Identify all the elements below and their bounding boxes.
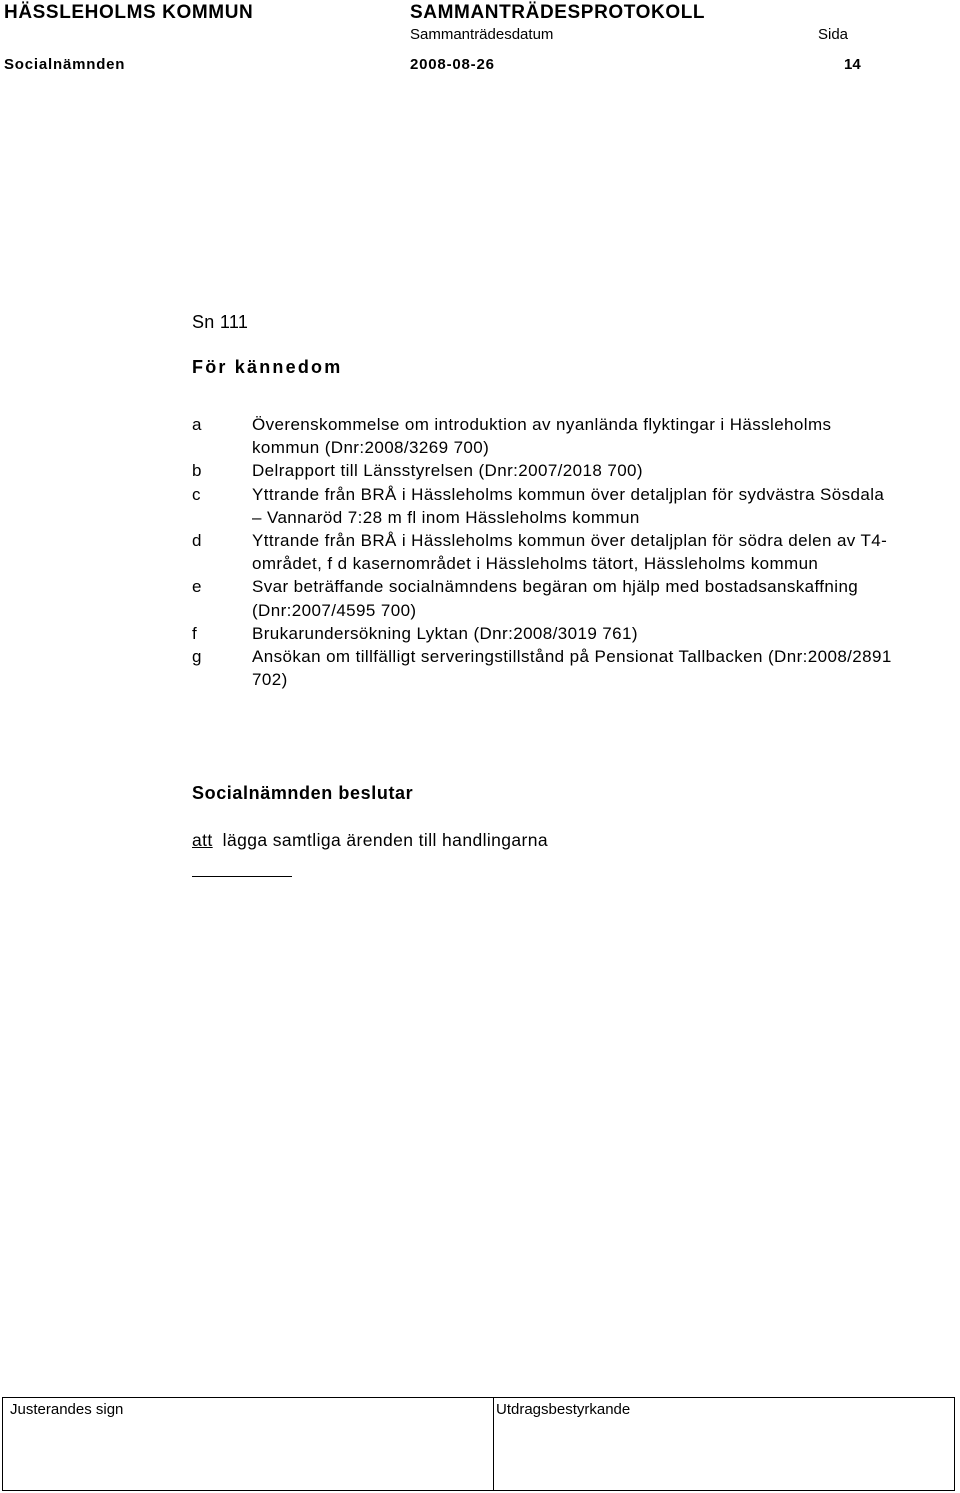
item-letter: c: [192, 484, 201, 504]
item-text: Överenskommelse om introduktion av nyanlända flyktingar i Hässleholms kommun (Dnr:2008/3269 700): [252, 415, 832, 458]
item-text: Yttrande från BRÅ i Hässleholms kommun över detaljplan för sydvästra Sösdala – Vannaröd 7:28 m fl inom Hässleholms kommun: [252, 484, 885, 527]
meeting-date-label: Sammanträdesdatum: [410, 26, 554, 43]
list-item: [192, 622, 892, 645]
list-item: [192, 529, 892, 575]
list-item: [192, 483, 892, 529]
decision-text: lägga samtliga ärenden till handlingarna: [222, 830, 549, 850]
item-letter: g: [192, 647, 202, 667]
list-item: [192, 575, 892, 621]
footer-divider: [493, 1398, 494, 1490]
item-letter: f: [192, 623, 198, 643]
list-item: [192, 645, 892, 691]
utdragsbestyrkande-label: Utdragsbestyrkande: [496, 1401, 631, 1418]
item-text: Svar beträffande socialnämndens begäran om hjälp med bostadsanskaffning (Dnr:2007/4595 700): [252, 577, 859, 620]
item-list: [192, 413, 892, 691]
organization-name: HÄSSLEHOLMS KOMMUN: [4, 2, 254, 23]
list-item: [192, 413, 892, 459]
item-letter: d: [192, 531, 202, 551]
footer-signature-box: [2, 1397, 955, 1491]
item-letter: a: [192, 415, 202, 434]
decision-att: att: [192, 830, 213, 850]
item-text: Delrapport till Länsstyrelsen (Dnr:2007/2018 700): [252, 461, 643, 481]
decision-line: [192, 830, 548, 851]
page-label: Sida: [818, 26, 849, 43]
page-number: 14: [844, 56, 861, 73]
item-letter: b: [192, 461, 202, 481]
committee-name: Socialnämnden: [4, 56, 126, 73]
item-text: Brukarundersökning Lyktan (Dnr:2008/3019 761): [252, 623, 638, 643]
item-text: Ansökan om tillfälligt serveringstillstånd på Pensionat Tallbacken (Dnr:2008/2891 702): [252, 647, 892, 690]
item-text: Yttrande från BRÅ i Hässleholms kommun över detaljplan för södra delen av T4-området, f d kasernområdet i Hässleholms tätort, Hässleholms kommun: [252, 531, 888, 574]
document-type: SAMMANTRÄDESPROTOKOLL: [410, 2, 706, 23]
decision-heading: Socialnämnden beslutar: [192, 783, 414, 803]
justerandes-sign-label: Justerandes sign: [10, 1401, 124, 1418]
end-rule: [192, 876, 292, 877]
item-letter: e: [192, 577, 202, 597]
section-heading: För kännedom: [192, 357, 343, 377]
meeting-date: 2008-08-26: [410, 56, 495, 73]
paragraph-number: Sn 111: [192, 312, 249, 332]
list-item: [192, 459, 892, 482]
